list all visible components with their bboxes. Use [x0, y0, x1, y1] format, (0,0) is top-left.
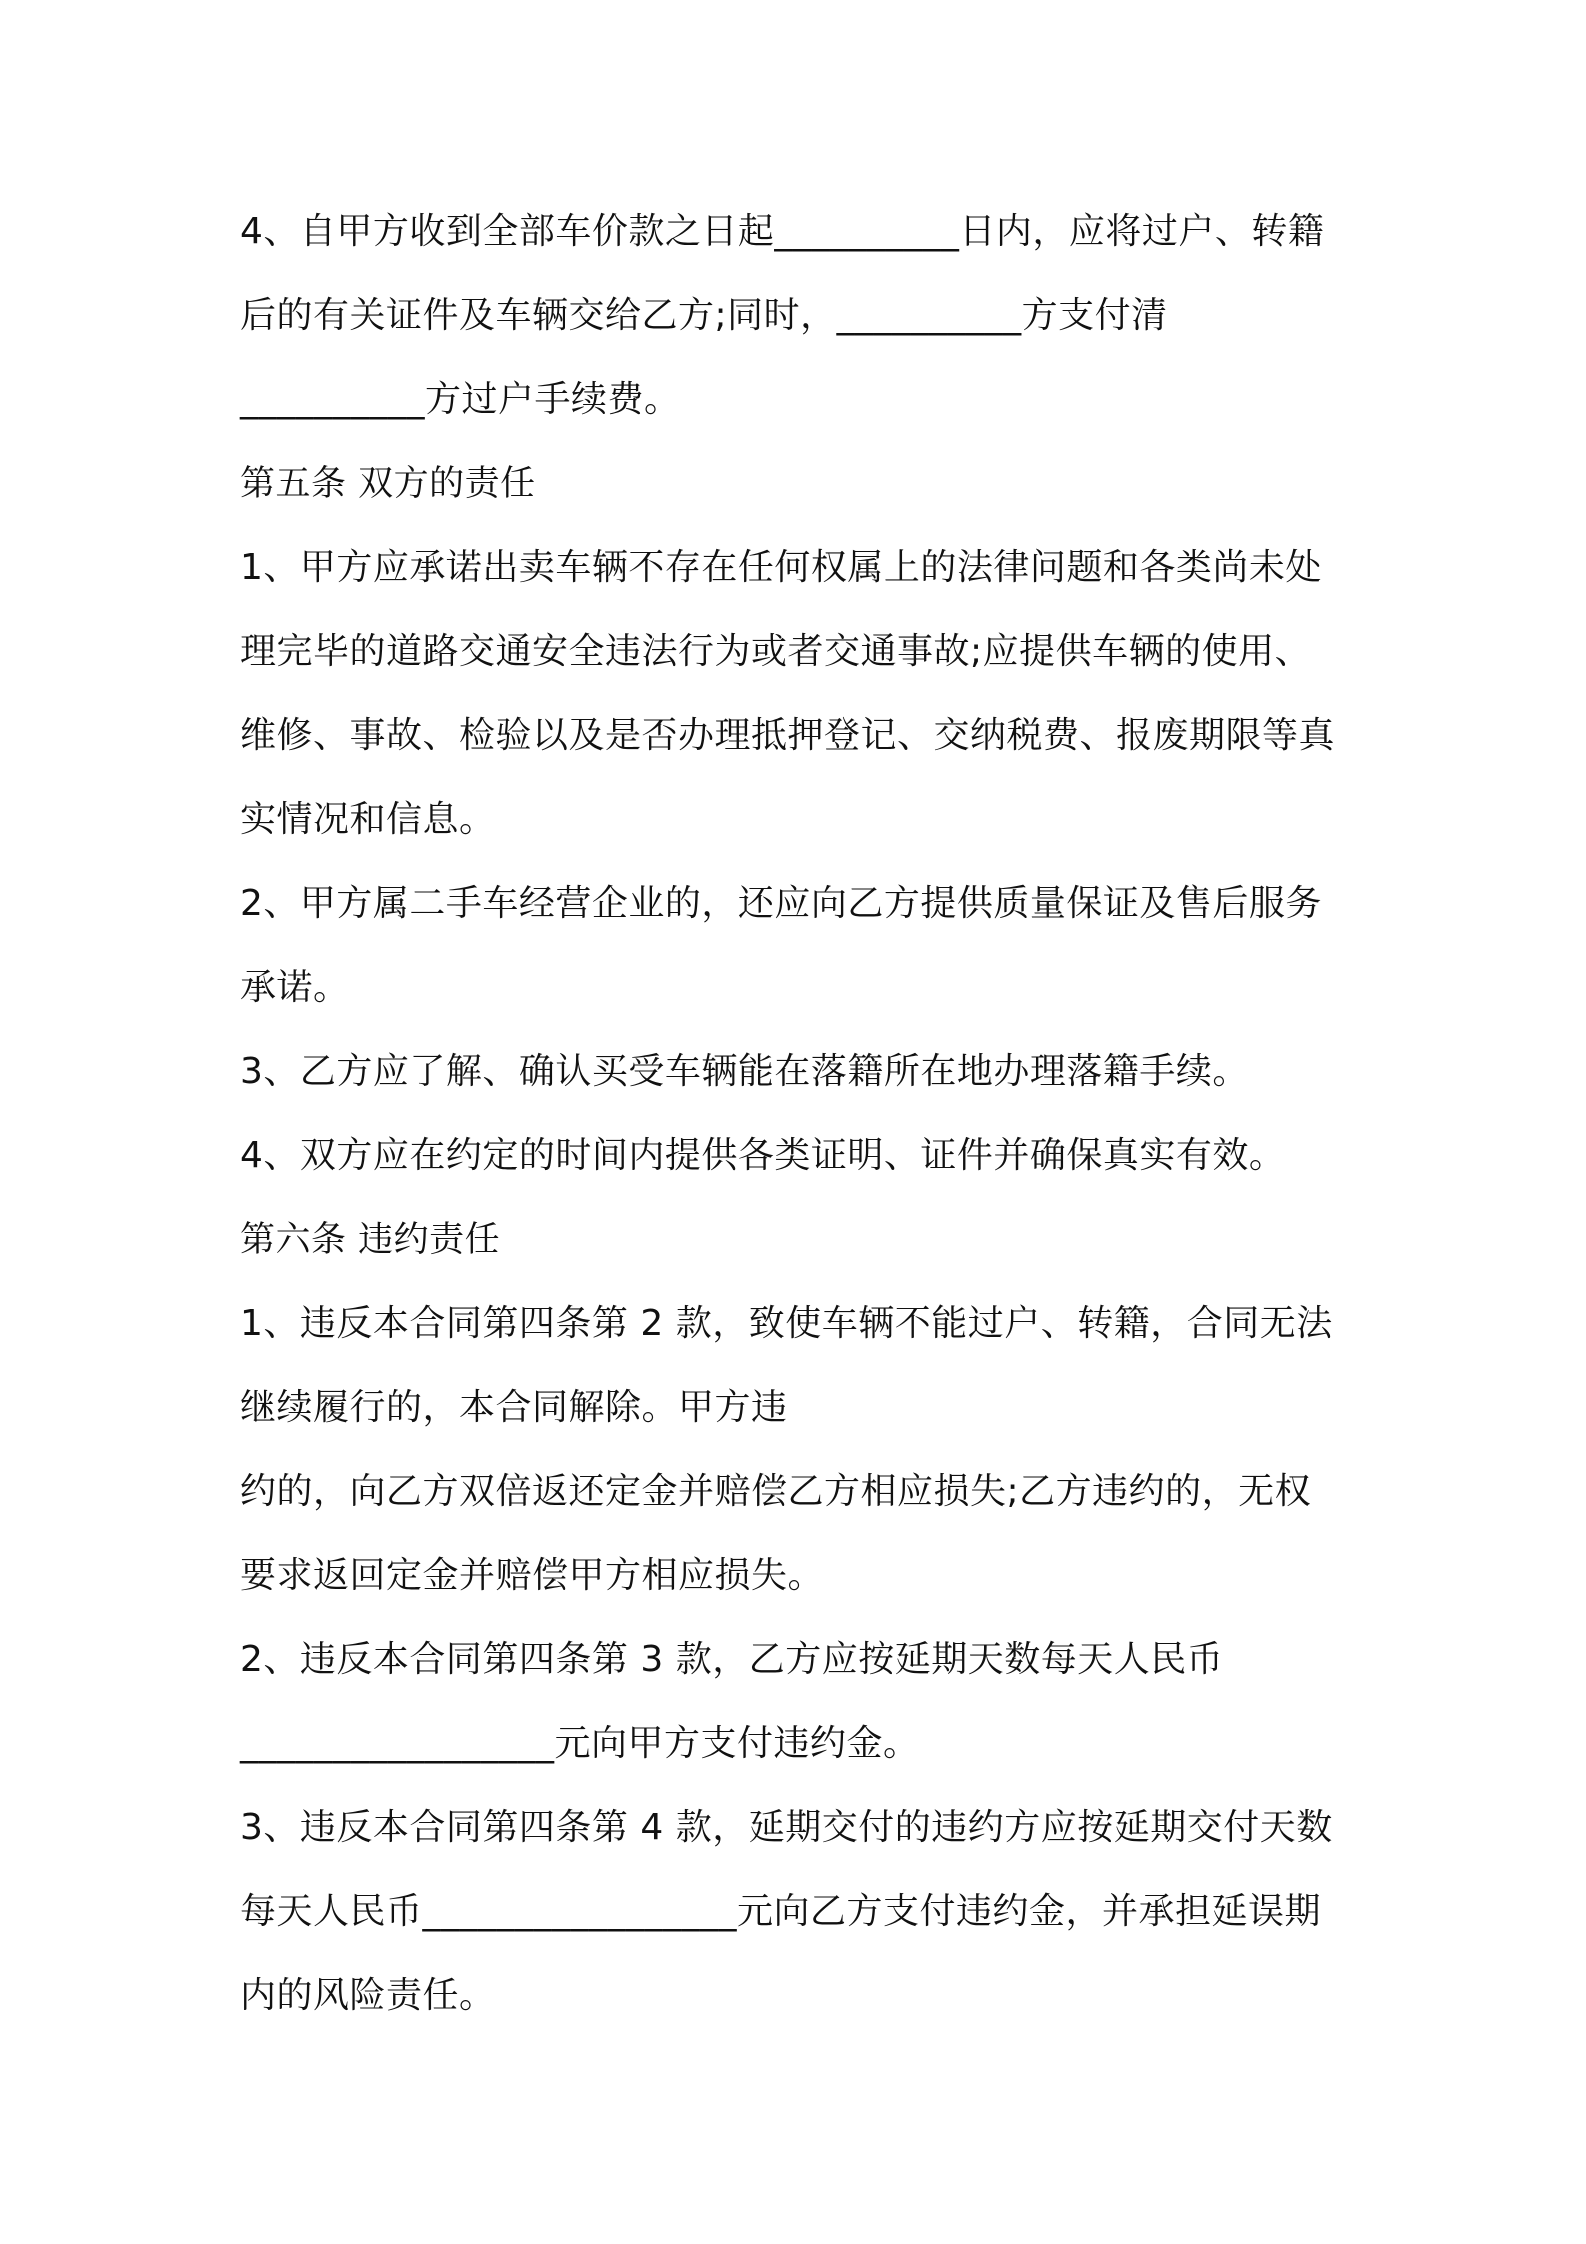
contract-body [240, 196, 1360, 2044]
article-6-item-3-line-2: 每天人民币_________________元向乙方支付违约金，并承担延误期 [240, 1891, 1322, 1932]
article-5-item-1-line-2: 理完毕的道路交通安全违法行为或者交通事故;应提供车辆的使用、 [240, 631, 1312, 672]
article-6-heading: 第六条 违约责任 [240, 1220, 501, 1260]
clause-4-line-3: __________方过户手续费。 [240, 379, 681, 420]
article-5-heading: 第五条 双方的责任 [240, 464, 536, 504]
article-6-item-1-line-4: 要求返回定金并赔偿甲方相应损失。 [240, 1555, 825, 1596]
article-5-item-1-line-3: 维修、事故、检验以及是否办理抵押登记、交纳税费、报废期限等真 [240, 715, 1336, 756]
article-5-item-2-line-1: 2、甲方属二手车经营企业的，还应向乙方提供质量保证及售后服务 [240, 883, 1322, 924]
article-6-item-2-line-1: 2、违反本合同第四条第 3 款，乙方应按延期天数每天人民币 [240, 1639, 1224, 1680]
article-6-item-1-line-1: 1、违反本合同第四条第 2 款，致使车辆不能过户、转籍，合同无法 [240, 1303, 1333, 1344]
article-6-item-3-line-1: 3、违反本合同第四条第 4 款，延期交付的违约方应按延期交付天数 [240, 1807, 1333, 1848]
clause-4-line-1: 4、自甲方收到全部车价款之日起__________日内，应将过户、转籍 [240, 211, 1325, 252]
article-6-item-2-line-2: _________________元向甲方支付违约金。 [240, 1723, 920, 1764]
article-5-item-1-line-4: 实情况和信息。 [240, 799, 496, 840]
clause-4-line-2: 后的有关证件及车辆交给乙方;同时，__________方支付清 [240, 295, 1168, 336]
article-6-item-3-line-3: 内的风险责任。 [240, 1975, 496, 2016]
article-5-item-1-line-1: 1、甲方应承诺出卖车辆不存在任何权属上的法律问题和各类尚未处 [240, 547, 1322, 588]
article-6-item-1-line-3: 约的，向乙方双倍返还定金并赔偿乙方相应损失;乙方违约的，无权 [240, 1471, 1312, 1512]
article-6-item-1-line-2: 继续履行的，本合同解除。甲方违 [240, 1387, 788, 1428]
article-5-item-2-line-2: 承诺。 [240, 967, 350, 1008]
article-5-item-3: 3、乙方应了解、确认买受车辆能在落籍所在地办理落籍手续。 [240, 1051, 1249, 1092]
article-5-item-4: 4、双方应在约定的时间内提供各类证明、证件并确保真实有效。 [240, 1135, 1286, 1176]
